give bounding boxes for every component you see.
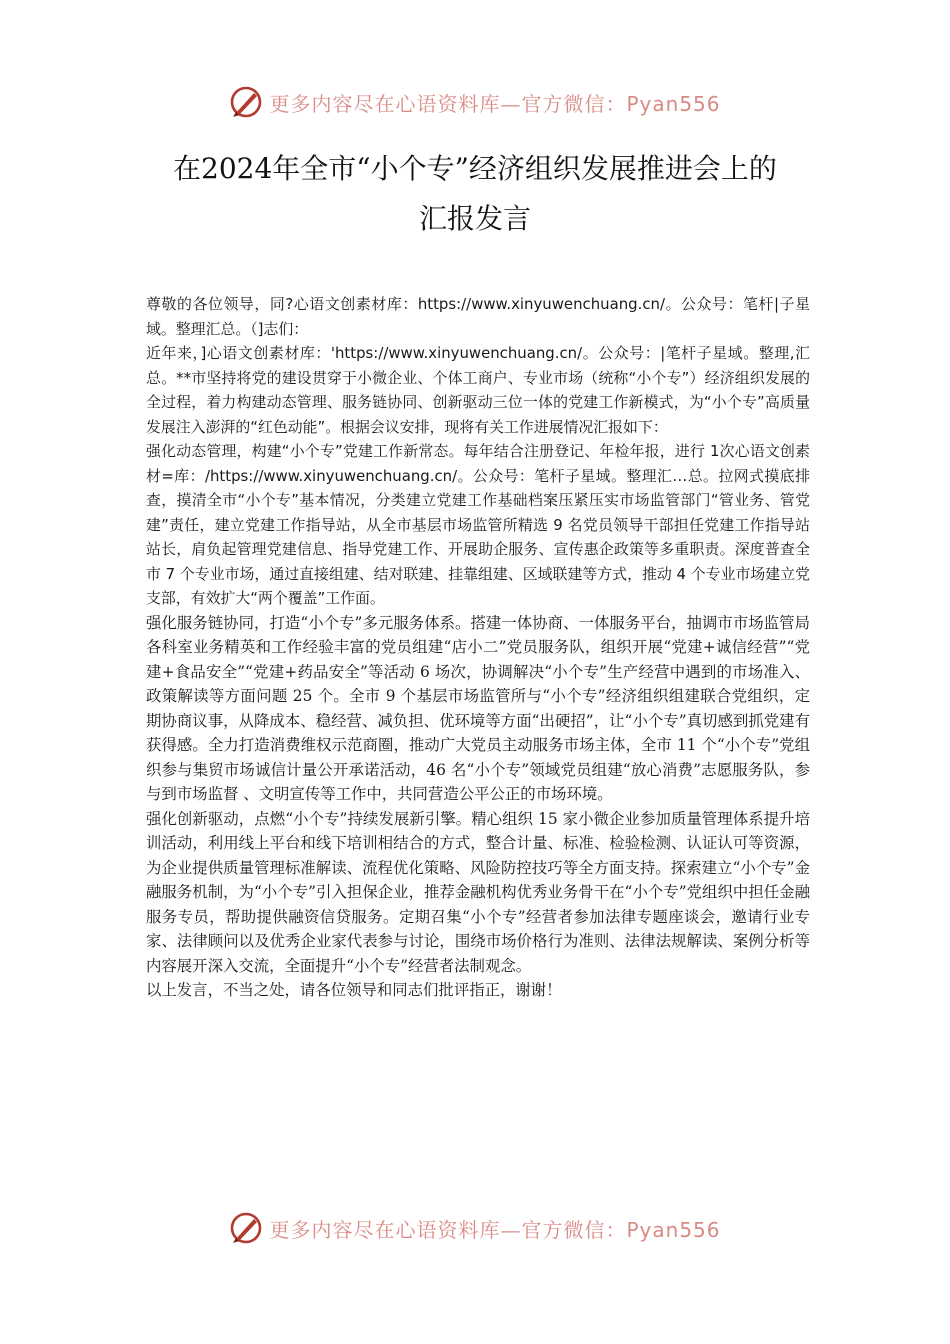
title-line-1: 在2024年全市“小个专”经济组织发展推进会上的 [173,152,777,185]
wechat-id: Pyan556 [626,1217,721,1242]
section-dynamic-management: 强化动态管理，构建“小个专”党建工作新常态。每年结合注册登记、年检年报，进行 1次心语文创素材=库：/https://www.xinyuwenchuang.cn/。公众号：笔杆子星域。整理汇…总。拉网式摸底排查，摸清全市“小个专”基本情况，分类建立党建工作基础档案压紧压实市场监管部门“管业务、管党建”责任，建立党建工作指导站，从全市基层市场监管所精选 9 名党员领导干部担任党建工作指导站站长，肩负起管理党建信息、指导党建工作、开展助企服务、宣传惠企政策等多重职责。深度普查全市 7 个专业市场，通过直接组建、结对联建、挂靠组建、区域联建等方式，推动 4 个专业市场建立党支部，有效扩大“两个覆盖”工作面。 [146,442,810,607]
greeting-paragraph: 尊敬的各位领导，同?心语文创素材库：https://www.xinyuwenchuang.cn/。公众号：笔杆|子星域。整理汇总。（]志们： [146,295,810,338]
title-line-2: 汇报发言 [418,202,531,235]
pen-in-circle-icon [229,1211,263,1245]
watermark-text: 更多内容尽在心语资料库—官方微信：Pyan556 [269,91,721,116]
document-title [100,144,850,244]
header-watermark-banner [0,82,950,122]
closing-paragraph: 以上发言，不当之处，请各位领导和同志们批评指正，谢谢！ [146,981,562,999]
pen-in-circle-icon [229,85,263,119]
intro-paragraph: 近年来，]心语文创素材库：'https://www.xinyuwenchuang.cn/。公众号：|笔杆子星域。整理,汇总。**市坚持将党的建设贯穿于小微企业、个体工商户、专业市场（统称“小个专”）经济组织发展的全过程，着力构建动态管理、服务链协同、创新驱动三位一体的党建工作新模式，为“小个专”高质量发展注入澎湃的“红色动能”。根据会议安排，现将有关工作进展情况汇报如下： [146,344,810,436]
watermark-text: 更多内容尽在心语资料库—官方微信：Pyan556 [269,1217,721,1242]
section-innovation-drive: 强化创新驱动，点燃“小个专”持续发展新引擎。精心组织 15 家小微企业参加质量管理体系提升培训活动，利用线上平台和线下培训相结合的方式，整合计量、标准、检验检测、认证认可等资源，为企业提供质量管理标准解读、流程优化策略、风险防控技巧等全方面支持。探索建立“小个专”金融服务机制，为“小个专”引入担保企业，推荐金融机构优秀业务骨干在“小个专”党组织中担任金融服务专员，帮助提供融资信贷服务。定期召集“小个专”经营者参加法律专题座谈会，邀请行业专家、法律顾问以及优秀企业家代表参与讨论，围绕市场价格行为准则、法律法规解读、案例分析等内容展开深入交流，全面提升“小个专”经营者法制观念。 [146,809,810,975]
document-body [146,292,810,1003]
wechat-id: Pyan556 [626,91,721,116]
footer-watermark-banner [0,1208,950,1248]
section-service-chain: 强化服务链协同，打造“小个专”多元服务体系。搭建一体协商、一体服务平台，抽调市市场监管局各科室业务精英和工作经验丰富的党员组建“店小二”党员服务队，组织开展“党建+诚信经营”“党建+食品安全”“党建+药品安全”等活动 6 场次，协调解决“小个专”生产经营中遇到的市场准入、政策解读等方面问题 25 个。全市 9 个基层市场监管所与“小个专”经济组织组建联合党组织，定期协商议事，从降成本、稳经营、减负担、优环境等方面“出硬招”，让“小个专”真切感到抓党建有获得感。全力打造消费维权示范商圈，推动广大党员主动服务市场主体，全市 11 个“小个专”党组织参与集贸市场诚信计量公开承诺活动，46 名“小个专”领域党员组建“放心消费”志愿服务队，参与到市场监督 、文明宣传等工作中，共同营造公平公正的市场环境。 [146,613,810,803]
